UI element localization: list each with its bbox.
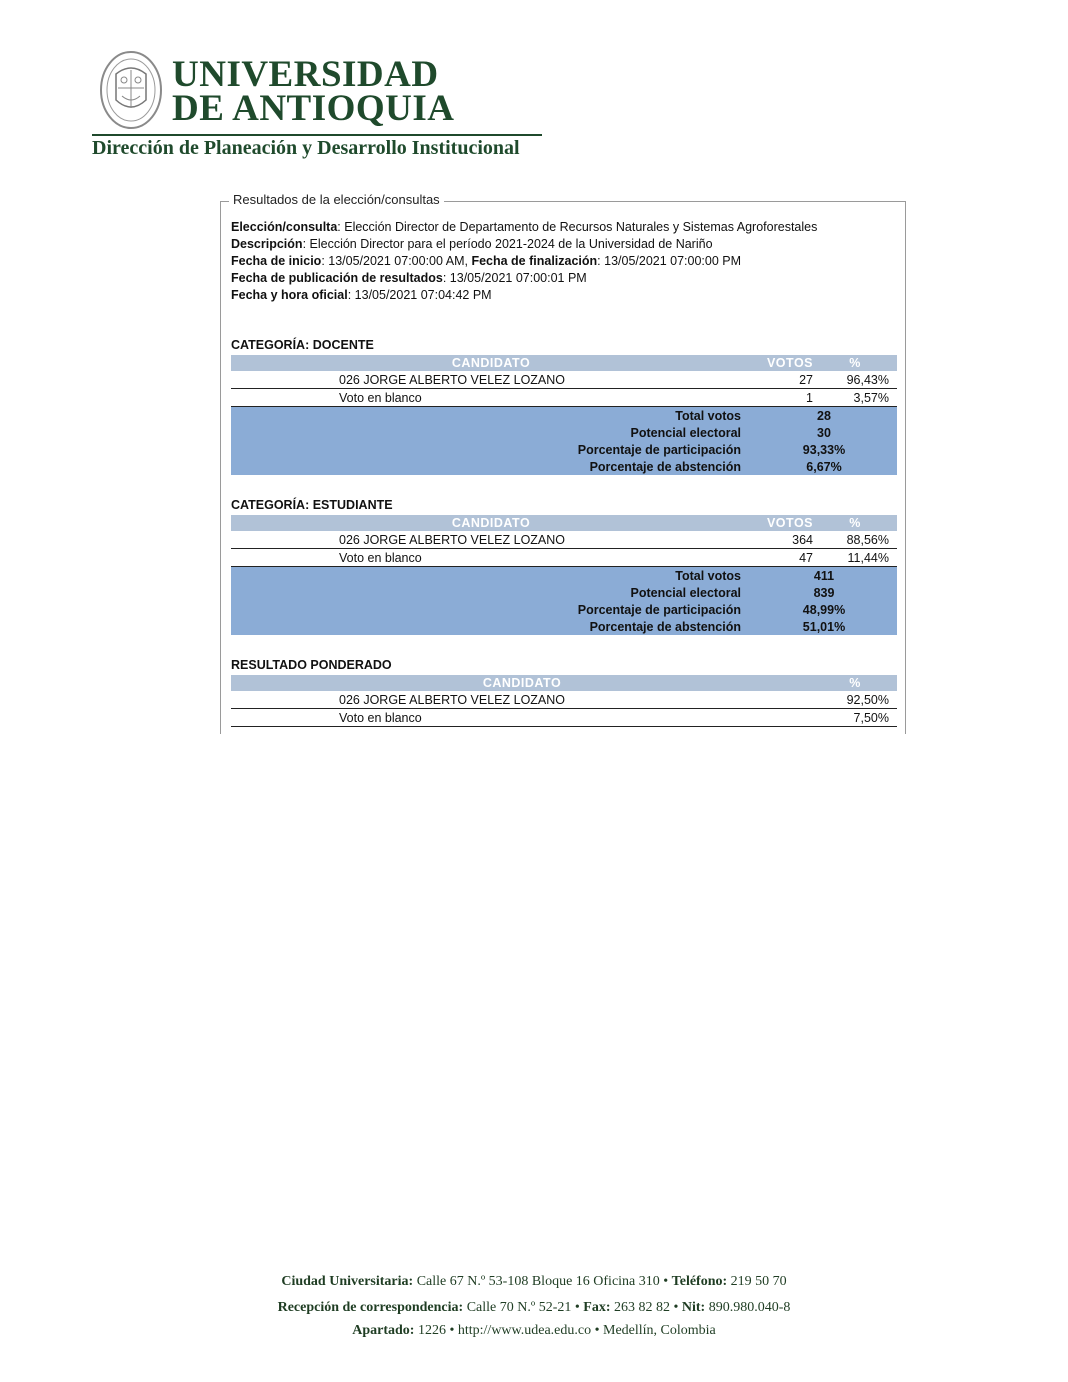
election-meta xyxy=(231,219,871,304)
table-row xyxy=(231,389,897,407)
panel-legend: Resultados de la elección/consultas xyxy=(229,192,444,207)
candidate-name: Voto en blanco xyxy=(231,709,813,727)
department-name: Dirección de Planeación y Desarrollo Institucional xyxy=(92,137,520,159)
footer-nit-value: 890.980.040-8 xyxy=(708,1300,791,1315)
start-date-label: Fecha de inicio xyxy=(231,254,322,268)
candidate-pct: 3,57% xyxy=(813,389,897,407)
summary-row xyxy=(231,424,897,441)
publication-line xyxy=(231,270,871,287)
header-candidato: CANDIDATO xyxy=(231,675,813,691)
start-date-value: : 13/05/2021 07:00:00 AM, xyxy=(321,254,472,268)
candidate-name: Voto en blanco xyxy=(231,549,751,567)
summary-label: Porcentaje de participación xyxy=(231,441,751,458)
footer-line-3 xyxy=(0,1321,1068,1341)
university-name-line1: UNIVERSIDAD xyxy=(172,54,439,95)
header-pct: % xyxy=(813,355,897,371)
official-time-line xyxy=(231,287,871,304)
publication-label: Fecha de publicación de resultados xyxy=(231,271,443,285)
university-seal-icon xyxy=(98,48,164,132)
election-line xyxy=(231,219,871,236)
university-name-line2: DE ANTIOQUIA xyxy=(172,88,455,129)
summary-value: 28 xyxy=(751,407,897,425)
candidate-pct: 7,50% xyxy=(813,709,897,727)
summary-value: 6,67% xyxy=(751,458,897,475)
page-footer xyxy=(0,1269,1068,1341)
summary-row xyxy=(231,458,897,475)
candidate-name: 026 JORGE ALBERTO VELEZ LOZANO xyxy=(231,691,813,709)
summary-row xyxy=(231,584,897,601)
description-line xyxy=(231,236,871,253)
summary-value: 30 xyxy=(751,424,897,441)
docente-title: CATEGORÍA: DOCENTE xyxy=(231,338,374,352)
end-date-label: Fecha de finalización xyxy=(471,254,598,268)
footer-ciudad-label: Ciudad Universitaria: xyxy=(281,1274,414,1289)
ponderado-title: RESULTADO PONDERADO xyxy=(231,658,392,672)
table-row xyxy=(231,531,897,549)
footer-recepcion-label: Recepción de correspondencia: xyxy=(277,1300,464,1315)
header-divider xyxy=(92,134,542,136)
election-value: : Elección Director de Departamento de Recursos Naturales y Sistemas Agroforestales xyxy=(337,220,818,234)
summary-value: 93,33% xyxy=(751,441,897,458)
description-value: : Elección Director para el período 2021-2024 de la Universidad de Nariño xyxy=(302,237,713,251)
candidate-name: 026 JORGE ALBERTO VELEZ LOZANO xyxy=(231,371,751,389)
ponderado-table xyxy=(231,675,897,727)
footer-telefono-value: 219 50 70 xyxy=(730,1274,787,1289)
footer-line-1 xyxy=(0,1269,1068,1295)
candidate-votes: 364 xyxy=(751,531,813,549)
summary-row xyxy=(231,407,897,425)
estudiante-header-row xyxy=(231,515,897,531)
table-row xyxy=(231,709,897,727)
summary-label: Total votos xyxy=(231,407,751,425)
estudiante-table xyxy=(231,515,897,635)
header-candidato: CANDIDATO xyxy=(231,355,751,371)
table-row xyxy=(231,549,897,567)
footer-recepcion-value: Calle 70 N.º 52-21 • xyxy=(466,1300,580,1315)
summary-value: 839 xyxy=(751,584,897,601)
summary-label: Porcentaje de abstención xyxy=(231,618,751,635)
university-name xyxy=(172,54,455,129)
header-candidato: CANDIDATO xyxy=(231,515,751,531)
table-row xyxy=(231,691,897,709)
summary-label: Porcentaje de participación xyxy=(231,601,751,618)
ponderado-header-row xyxy=(231,675,897,691)
dates-line xyxy=(231,253,871,270)
candidate-votes: 47 xyxy=(751,549,813,567)
official-time-value: : 13/05/2021 07:04:42 PM xyxy=(347,288,492,302)
summary-value: 411 xyxy=(751,567,897,585)
summary-label: Potencial electoral xyxy=(231,584,751,601)
summary-label: Total votos xyxy=(231,567,751,585)
docente-table xyxy=(231,355,897,475)
publication-value: : 13/05/2021 07:00:01 PM xyxy=(442,271,587,285)
estudiante-title: CATEGORÍA: ESTUDIANTE xyxy=(231,498,393,512)
candidate-votes: 1 xyxy=(751,389,813,407)
docente-header-row xyxy=(231,355,897,371)
footer-fax-value: 263 82 82 • xyxy=(613,1300,679,1315)
footer-fax-label: Fax: xyxy=(583,1300,611,1315)
footer-line-2 xyxy=(0,1295,1068,1321)
header-pct: % xyxy=(813,515,897,531)
candidate-name: 026 JORGE ALBERTO VELEZ LOZANO xyxy=(231,531,751,549)
summary-row xyxy=(231,441,897,458)
official-time-label: Fecha y hora oficial xyxy=(231,288,348,302)
footer-telefono-label: Teléfono: xyxy=(671,1274,728,1289)
candidate-pct: 11,44% xyxy=(813,549,897,567)
footer-nit-label: Nit: xyxy=(681,1300,706,1315)
footer-apartado-value: 1226 • http://www.udea.edu.co • Medellín, Colombia xyxy=(417,1323,716,1338)
header-pct: % xyxy=(813,675,897,691)
summary-value: 51,01% xyxy=(751,618,897,635)
election-label: Elección/consulta xyxy=(231,220,338,234)
candidate-pct: 92,50% xyxy=(813,691,897,709)
description-label: Descripción xyxy=(231,237,303,251)
summary-row xyxy=(231,618,897,635)
candidate-pct: 96,43% xyxy=(813,371,897,389)
summary-row xyxy=(231,601,897,618)
summary-label: Potencial electoral xyxy=(231,424,751,441)
candidate-votes: 27 xyxy=(751,371,813,389)
end-date-value: : 13/05/2021 07:00:00 PM xyxy=(597,254,742,268)
footer-apartado-label: Apartado: xyxy=(352,1323,415,1338)
header-votos: VOTOS xyxy=(751,515,813,531)
header-votos: VOTOS xyxy=(751,355,813,371)
summary-label: Porcentaje de abstención xyxy=(231,458,751,475)
summary-row xyxy=(231,567,897,585)
summary-value: 48,99% xyxy=(751,601,897,618)
candidate-pct: 88,56% xyxy=(813,531,897,549)
candidate-name: Voto en blanco xyxy=(231,389,751,407)
results-panel xyxy=(220,192,906,734)
footer-ciudad-value: Calle 67 N.º 53-108 Bloque 16 Oficina 310 • xyxy=(416,1274,669,1289)
table-row xyxy=(231,371,897,389)
